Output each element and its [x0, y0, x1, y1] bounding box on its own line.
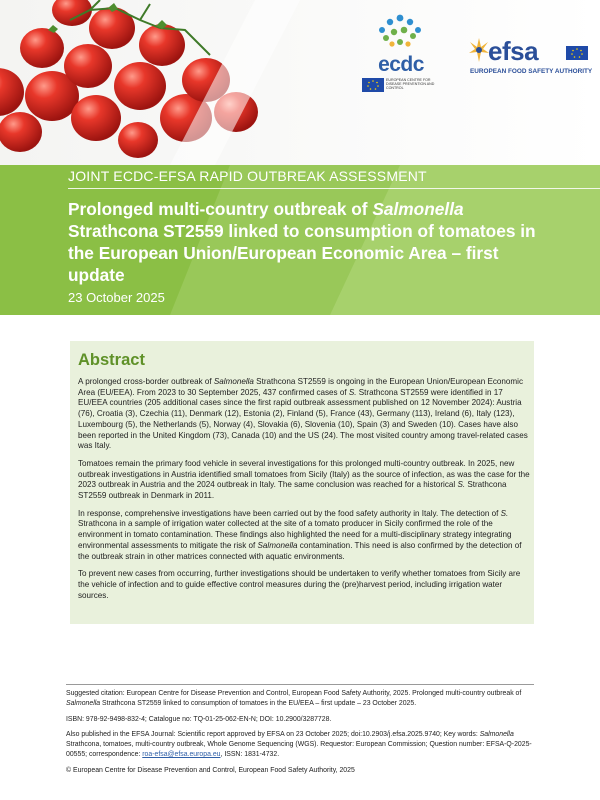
ecdc-logo-subtitle: EUROPEAN CENTRE FOR DISEASE PREVENTION AND CONTROL [386, 78, 435, 91]
correspondence-email-link[interactable]: roa-efsa@efsa.europa.eu [142, 750, 221, 758]
abstract-box [70, 341, 534, 624]
report-title: Prolonged multi-country outbreak of Salmonella Strathcona ST2559 linked to consumption of tomatoes in the European Union/European Economic Area – first update [68, 199, 536, 285]
abstract-paragraph: To prevent new cases from occurring, further investigations should be undertaken to verify whether tomatoes from Sicily are the vehicle of infection and to guide effective control measures during the (pre)harvest period, including irrigation water sources. [78, 569, 521, 600]
eu-flag-icon [566, 46, 588, 60]
abstract-paragraph: Tomatoes remain the primary food vehicle in several investigations for this prolonged multi-country outbreak. In 2025, new outbreak investigations in Austria identified small tomatoes from Sicily (Italy) as the source of infection, as was the case for the 2023 outbreak in Austria and the 2024 outbreak in Italy. The same conclusion was reached for a historical S. Strathcona ST2559 outbreak in Denmark in 2011. [78, 458, 530, 501]
suggested-citation: Suggested citation: European Centre for Disease Prevention and Control, European Food Safety Authority, 2025. Prolonged multi-country outbreak of Salmonella Strathcona ST2559 linked to consumption of tomatoes in the EU/EEA – first update – 23 October 2025. [66, 690, 522, 707]
efsa-logo-subtitle: EUROPEAN FOOD SAFETY AUTHORITY [470, 68, 593, 75]
ecdc-logo [358, 8, 444, 90]
eu-flag-icon [362, 78, 384, 92]
abstract-body [78, 377, 530, 608]
cover-photo-tomatoes [0, 0, 600, 165]
efsa-logo [468, 32, 594, 78]
ecdc-globe-icon [358, 8, 444, 54]
efsa-journal-note: Also published in the EFSA Journal: Scientific report approved by EFSA on 23 October 2025; doi:10.2903/j.efsa.2025.9740; Key words: Salmonella Strathcona, tomatoes, multi-country outbreak, Whole Genome Sequencing (WGS). Requestor: European Commission; Question number: EFSA-Q-2025-00555; correspondence: roa-efsa@efsa.europa.eu, ISSN: 1831-4732. [66, 731, 532, 758]
abstract-paragraph: In response, comprehensive investigations have been carried out by the food safety authority in Italy. The detection of S. Strathcona in a sample of irrigation water collected at the site of a tomato producer in Sicily confirmed the role of the environment in tomato contamination. These findings also highlighted the need for a multi-disciplinary strategy integrating environmental assessments to mitigate the risk of Salmonella contamination. This need is also confirmed by the detection of the outbreak strain in other matrices connected with aquatic environments. [78, 508, 522, 561]
abstract-paragraph: A prolonged cross-border outbreak of Salmonella Strathcona ST2559 is ongoing in the European Union/European Economic Area (EU/EEA). From 2023 to 30 September 2025, 437 confirmed cases of S. Strathcona ST2559 were identified in 17 EU/EEA countries (205 additional cases since the first rapid outbreak assessment published on 12 November 2024): Austria (76), Croatia (3), Czechia (11), Denmark (12), Estonia (2), Finland (5), France (43), Germany (113), Ireland (6), Italy (123), Luxembourg (5), the Netherlands (5), Norway (4), Slovakia (6), Slovenia (10), Spain (3) and Sweden (10). Cases have also been reported in the United Kingdom (73), Canada (10) and the US (24). The most visited country among travel-related cases was Italy. [78, 377, 528, 451]
efsa-logo-text: efsa [488, 36, 539, 66]
banner-divider [68, 188, 600, 189]
citation-footer [66, 689, 536, 782]
abstract-heading: Abstract [78, 351, 145, 369]
isbn-line: ISBN: 978-92-9498-832-4; Catalogue no: TQ-01-25-062-EN-N; DOI: 10.2900/3287728. [66, 715, 332, 723]
report-type-label: JOINT ECDC-EFSA RAPID OUTBREAK ASSESSMENT [68, 168, 427, 184]
efsa-star-icon [468, 36, 490, 66]
footer-divider [66, 684, 534, 685]
report-date: 23 October 2025 [68, 290, 165, 305]
ecdc-logo-text: ecdc [378, 53, 424, 76]
copyright: © European Centre for Disease Prevention and Control, European Food Safety Authority, 2025 [66, 766, 355, 774]
